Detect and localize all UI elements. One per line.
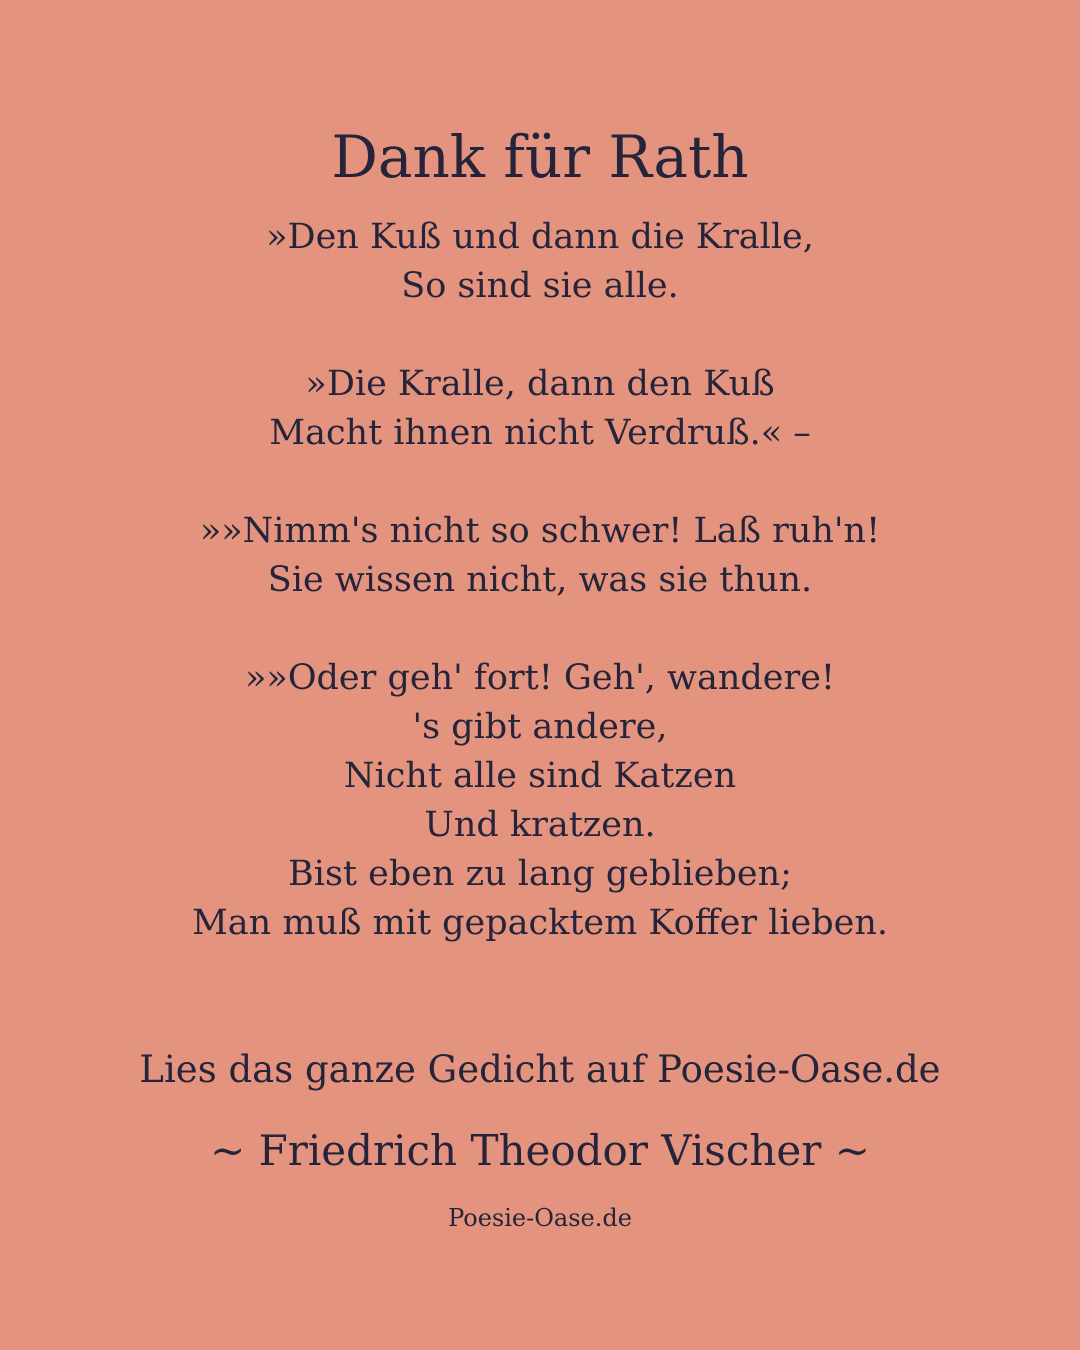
read-full-poem-text: Lies das ganze Gedicht auf Poesie-Oase.de [139, 1048, 941, 1091]
poem-line: Nicht alle sind Katzen [343, 756, 737, 796]
poem-line: Macht ihnen nicht Verdruß.« – [269, 413, 811, 453]
stanza-gap [0, 458, 1080, 507]
stanza-gap [0, 311, 1080, 360]
site-watermark: Poesie-Oase.de [448, 1204, 632, 1232]
stanza-gap [0, 605, 1080, 654]
poem-line: »Die Kralle, dann den Kuß [305, 364, 775, 404]
poem-line: 's gibt andere, [412, 707, 668, 747]
poem-line: Bist eben zu lang geblieben; [288, 854, 792, 894]
poem-line: »Den Kuß und dann die Kralle, [266, 217, 814, 257]
poem-body [0, 213, 1080, 948]
poem-line: Sie wissen nicht, was sie thun. [267, 560, 813, 600]
poem-line: So sind sie alle. [401, 266, 679, 306]
poem-line: Und kratzen. [424, 805, 656, 845]
poem-title: Dank für Rath [331, 123, 749, 191]
poem-line: »»Nimm's nicht so schwer! Laß ruh'n! [199, 511, 881, 551]
poem-line: »»Oder geh' fort! Geh', wandere! [245, 658, 835, 698]
author-name: ~ Friedrich Theodor Vischer ~ [210, 1126, 870, 1175]
poem-line: Man muß mit gepacktem Koffer lieben. [191, 903, 889, 943]
